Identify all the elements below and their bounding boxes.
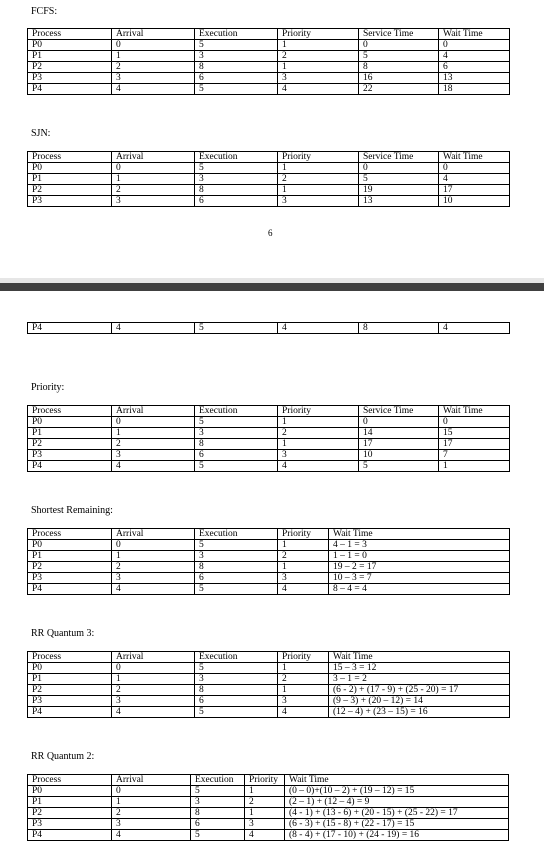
table-cell: (6 - 3) + (15 - 8) + (22 - 17) = 15 — [285, 819, 509, 830]
table-row — [28, 417, 510, 428]
table-cell: 2 — [278, 174, 359, 185]
table-cell: P2 — [28, 439, 112, 450]
table-header-row — [28, 529, 510, 540]
table-cell: 3 — [112, 196, 195, 207]
table-cell: 3 — [278, 196, 359, 207]
table-cell: P0 — [28, 663, 112, 674]
table-cell: (4 - 1) + (13 - 6) + (20 - 15) + (25 - 22) = 17 — [285, 808, 509, 819]
table-row — [28, 185, 510, 196]
table-cell: 5 — [191, 786, 245, 797]
table-cell: 1 — [245, 786, 285, 797]
table-cell: 5 — [191, 830, 245, 841]
table-cell: P0 — [28, 540, 112, 551]
table-cell: 2 — [278, 674, 329, 685]
rr-quantum-2-heading: RR Quantum 2: — [31, 751, 95, 762]
table-cell: 3 — [278, 73, 359, 84]
table-cell: 5 — [195, 163, 278, 174]
column-header: Execution — [191, 775, 245, 786]
table-cell: 3 — [191, 797, 245, 808]
table-row — [28, 696, 510, 707]
table-header-row — [28, 29, 510, 40]
table-cell: 5 — [195, 417, 278, 428]
table-cell: P4 — [28, 84, 112, 95]
table-cell: 1 — [112, 174, 195, 185]
table-cell: P4 — [28, 584, 112, 595]
table-cell: 2 — [112, 808, 191, 819]
sjn-heading: SJN: — [31, 128, 51, 139]
table-row — [28, 663, 510, 674]
table-cell: 0 — [112, 540, 195, 551]
table-cell: 3 — [278, 573, 329, 584]
column-header: Arrival — [112, 406, 195, 417]
table-cell: P1 — [28, 551, 112, 562]
table-cell: 0 — [439, 163, 510, 174]
column-header: Process — [28, 406, 112, 417]
table-cell: P0 — [28, 40, 112, 51]
table-cell: 0 — [112, 417, 195, 428]
table-cell: P1 — [28, 51, 112, 62]
table-cell: P4 — [28, 461, 112, 472]
column-header: Service Time — [359, 406, 439, 417]
table-cell: 4 — [112, 323, 195, 334]
table-cell: 8 — [195, 562, 278, 573]
table-cell: 4 — [245, 830, 285, 841]
table-cell: 8 — [359, 323, 439, 334]
table-row — [28, 562, 510, 573]
table-cell: 1 — [112, 674, 195, 685]
table-cell: 1 – 1 = 0 — [329, 551, 510, 562]
table-cell: P3 — [28, 450, 112, 461]
table-cell: 15 — [439, 428, 510, 439]
table-cell: 0 — [112, 40, 195, 51]
column-header: Process — [28, 29, 112, 40]
table-cell: 13 — [439, 73, 510, 84]
table-cell: 4 — [278, 323, 359, 334]
table-cell: 3 — [195, 428, 278, 439]
table-cell: 16 — [359, 73, 439, 84]
table-cell: 3 — [195, 174, 278, 185]
table-row — [28, 450, 510, 461]
table-cell: 1 — [112, 51, 195, 62]
table-cell: 0 — [112, 663, 195, 674]
column-header: Arrival — [112, 29, 195, 40]
table-row — [28, 797, 509, 808]
table-cell: 17 — [439, 185, 510, 196]
table-cell: 3 — [112, 573, 195, 584]
column-header: Wait Time — [285, 775, 509, 786]
table-row — [28, 808, 509, 819]
column-header: Wait Time — [439, 29, 510, 40]
table-cell: 1 — [278, 540, 329, 551]
table-cell: 3 — [112, 819, 191, 830]
table-cell: P3 — [28, 696, 112, 707]
column-header: Execution — [195, 652, 278, 663]
column-header: Wait Time — [439, 406, 510, 417]
table-cell: 4 — [112, 461, 195, 472]
table-row — [28, 584, 510, 595]
table-row — [28, 819, 509, 830]
table-cell: 1 — [245, 808, 285, 819]
table-cell: 5 — [195, 584, 278, 595]
column-header: Priority — [278, 529, 329, 540]
column-header: Wait Time — [329, 529, 510, 540]
table-cell: P1 — [28, 174, 112, 185]
table-row — [28, 685, 510, 696]
table-cell: 4 — [278, 584, 329, 595]
table-cell: 0 — [359, 163, 439, 174]
table-cell: 6 — [195, 450, 278, 461]
table-cell: 4 – 1 = 3 — [329, 540, 510, 551]
table-cell: 5 — [195, 84, 278, 95]
table-cell: 3 — [112, 696, 195, 707]
column-header: Service Time — [359, 152, 439, 163]
table-cell: 8 — [191, 808, 245, 819]
table-cell: 1 — [278, 163, 359, 174]
table-cell: 17 — [439, 439, 510, 450]
table-cell: (8 - 4) + (17 - 10) + (24 - 19) = 16 — [285, 830, 509, 841]
table-cell: 8 — [359, 62, 439, 73]
table-cell: 3 — [112, 450, 195, 461]
table-cell: 4 — [439, 51, 510, 62]
table-cell: 4 — [278, 84, 359, 95]
table-header-row — [28, 152, 510, 163]
table-cell: P4 — [28, 830, 112, 841]
table-row — [28, 73, 510, 84]
table-cell: 13 — [359, 196, 439, 207]
table-cell: 10 – 3 = 7 — [329, 573, 510, 584]
rr-quantum-3-table — [27, 651, 510, 718]
table-cell: 2 — [112, 685, 195, 696]
table-cell: 0 — [112, 163, 195, 174]
table-cell: 19 — [359, 185, 439, 196]
table-cell: 8 — [195, 439, 278, 450]
table-cell: 8 – 4 = 4 — [329, 584, 510, 595]
table-cell: P2 — [28, 185, 112, 196]
table-cell: P2 — [28, 808, 112, 819]
table-cell: 0 — [359, 40, 439, 51]
document-page-1 — [0, 0, 544, 283]
column-header: Priority — [245, 775, 285, 786]
table-cell: 4 — [112, 584, 195, 595]
table-cell: 1 — [278, 685, 329, 696]
table-cell: 1 — [439, 461, 510, 472]
table-row — [28, 551, 510, 562]
column-header: Wait Time — [329, 652, 510, 663]
table-cell: 4 — [278, 461, 359, 472]
table-cell: 8 — [195, 185, 278, 196]
column-header: Process — [28, 652, 112, 663]
priority-heading: Priority: — [31, 382, 65, 393]
table-cell: (9 – 3) + (20 – 12) = 14 — [329, 696, 510, 707]
table-cell: 22 — [359, 84, 439, 95]
table-cell: P3 — [28, 196, 112, 207]
table-cell: 1 — [112, 551, 195, 562]
table-row — [28, 786, 509, 797]
table-cell: 7 — [439, 450, 510, 461]
column-header: Execution — [195, 29, 278, 40]
column-header: Arrival — [112, 152, 195, 163]
table-cell: 6 — [191, 819, 245, 830]
table-cell: 1 — [112, 797, 191, 808]
column-header: Priority — [278, 152, 359, 163]
column-header: Process — [28, 529, 112, 540]
fcfs-table — [27, 28, 510, 95]
table-cell: 4 — [278, 707, 329, 718]
table-row — [28, 573, 510, 584]
table-header-row — [28, 775, 509, 786]
table-cell: 5 — [195, 540, 278, 551]
table-cell: 1 — [278, 62, 359, 73]
table-header-row — [28, 652, 510, 663]
table-row — [28, 540, 510, 551]
table-cell: 15 – 3 = 12 — [329, 663, 510, 674]
table-row — [28, 62, 510, 73]
table-cell: P1 — [28, 428, 112, 439]
rr-quantum-3-heading: RR Quantum 3: — [31, 628, 95, 639]
table-cell: 5 — [195, 461, 278, 472]
table-row — [28, 707, 510, 718]
table-cell: 17 — [359, 439, 439, 450]
table-cell: 6 — [195, 196, 278, 207]
fcfs-heading: FCFS: — [31, 6, 58, 17]
table-cell: P3 — [28, 819, 112, 830]
sjn-table-continued — [27, 322, 510, 334]
table-cell: 10 — [439, 196, 510, 207]
table-cell: 2 — [278, 428, 359, 439]
table-cell: 2 — [278, 551, 329, 562]
table-cell: 3 — [195, 551, 278, 562]
table-cell: 6 — [195, 696, 278, 707]
shortest-remaining-table — [27, 528, 510, 595]
column-header: Priority — [278, 29, 359, 40]
table-cell: 0 — [112, 786, 191, 797]
table-row — [28, 163, 510, 174]
table-cell: P3 — [28, 73, 112, 84]
page-separator — [0, 283, 544, 291]
table-cell: 1 — [278, 417, 359, 428]
table-cell: P2 — [28, 62, 112, 73]
table-row — [28, 84, 510, 95]
table-cell: 0 — [439, 40, 510, 51]
table-cell: 8 — [195, 685, 278, 696]
column-header: Wait Time — [439, 152, 510, 163]
table-cell: 4 — [112, 830, 191, 841]
table-cell: 1 — [278, 185, 359, 196]
column-header: Arrival — [112, 529, 195, 540]
table-cell: 4 — [112, 707, 195, 718]
table-cell: 1 — [278, 663, 329, 674]
table-cell: 4 — [439, 323, 510, 334]
table-cell: 4 — [112, 84, 195, 95]
table-cell: 5 — [195, 40, 278, 51]
table-cell: 6 — [439, 62, 510, 73]
table-cell: 3 — [195, 674, 278, 685]
table-cell: 2 — [112, 185, 195, 196]
table-cell: 3 – 1 = 2 — [329, 674, 510, 685]
table-cell: 1 — [278, 40, 359, 51]
table-row — [28, 461, 510, 472]
page-number: 6 — [268, 228, 273, 238]
table-cell: 5 — [359, 51, 439, 62]
shortest-remaining-heading: Shortest Remaining: — [31, 505, 113, 516]
table-cell: 6 — [195, 573, 278, 584]
table-row — [28, 674, 510, 685]
table-cell: 3 — [278, 696, 329, 707]
table-row — [28, 830, 509, 841]
table-row — [28, 439, 510, 450]
table-cell: 5 — [195, 663, 278, 674]
table-cell: 3 — [195, 51, 278, 62]
table-cell: 0 — [359, 417, 439, 428]
priority-table — [27, 405, 510, 472]
table-cell: 5 — [359, 174, 439, 185]
sjn-table — [27, 151, 510, 207]
table-cell: 2 — [245, 797, 285, 808]
table-cell: 10 — [359, 450, 439, 461]
table-cell: 5 — [359, 461, 439, 472]
table-cell: 2 — [112, 439, 195, 450]
table-header-row — [28, 406, 510, 417]
table-cell: 18 — [439, 84, 510, 95]
table-cell: 1 — [278, 439, 359, 450]
table-row — [28, 196, 510, 207]
table-cell: 5 — [195, 707, 278, 718]
table-cell: 2 — [112, 62, 195, 73]
table-cell: 3 — [112, 73, 195, 84]
table-cell: P1 — [28, 674, 112, 685]
column-header: Execution — [195, 152, 278, 163]
column-header: Arrival — [112, 775, 191, 786]
table-cell: 3 — [278, 450, 359, 461]
table-cell: 19 – 2 = 17 — [329, 562, 510, 573]
table-row — [28, 40, 510, 51]
column-header: Execution — [195, 406, 278, 417]
document-page-2 — [0, 291, 544, 868]
table-cell: 2 — [278, 51, 359, 62]
table-cell: P2 — [28, 562, 112, 573]
table-cell: 1 — [278, 562, 329, 573]
table-cell: (0 – 0)+(10 – 2) + (19 – 12) = 15 — [285, 786, 509, 797]
table-cell: P2 — [28, 685, 112, 696]
column-header: Execution — [195, 529, 278, 540]
table-cell: P1 — [28, 797, 112, 808]
column-header: Process — [28, 152, 112, 163]
table-cell: 3 — [245, 819, 285, 830]
table-cell: P4 — [28, 707, 112, 718]
table-cell: 6 — [195, 73, 278, 84]
table-cell: P0 — [28, 786, 112, 797]
table-cell: 2 — [112, 562, 195, 573]
column-header: Priority — [278, 652, 329, 663]
table-cell: P0 — [28, 417, 112, 428]
table-cell: 14 — [359, 428, 439, 439]
table-row — [28, 174, 510, 185]
table-cell: 5 — [195, 323, 278, 334]
table-cell: P4 — [28, 323, 112, 334]
table-cell: 8 — [195, 62, 278, 73]
table-row — [28, 428, 510, 439]
table-cell: P0 — [28, 163, 112, 174]
table-row — [28, 51, 510, 62]
column-header: Process — [28, 775, 112, 786]
table-cell: 1 — [112, 428, 195, 439]
table-cell: (2 – 1) + (12 – 4) = 9 — [285, 797, 509, 808]
table-cell: (6 - 2) + (17 - 9) + (25 - 20) = 17 — [329, 685, 510, 696]
rr-quantum-2-table — [27, 774, 509, 841]
table-cell: P3 — [28, 573, 112, 584]
table-cell: 4 — [439, 174, 510, 185]
column-header: Service Time — [359, 29, 439, 40]
table-cell: (12 – 4) + (23 – 15) = 16 — [329, 707, 510, 718]
table-row — [28, 323, 510, 334]
column-header: Priority — [278, 406, 359, 417]
table-cell: 0 — [439, 417, 510, 428]
column-header: Arrival — [112, 652, 195, 663]
